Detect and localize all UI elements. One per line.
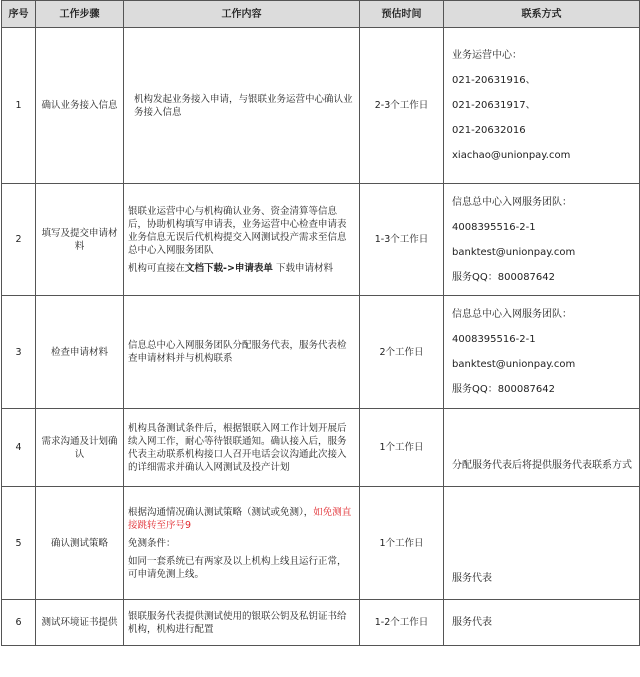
row-number: 5	[2, 487, 36, 600]
content-text: 信息总中心入网服务团队分配服务代表，服务代表检查申请材料并与机构联系	[128, 340, 347, 364]
table-row	[2, 487, 640, 600]
content-text: 机构发起业务接入申请，与银联业务运营中心确认业务接入信息	[134, 93, 353, 118]
col-header-content: 工作内容	[124, 1, 360, 28]
row-contact	[444, 296, 640, 409]
contact-line: 服务代表	[452, 573, 492, 584]
contact-line: 021-20631917、	[452, 100, 536, 111]
col-header-contact: 联系方式	[444, 1, 640, 28]
row-contact	[444, 487, 640, 600]
contact-line: 服务代表	[452, 617, 492, 628]
table-row	[2, 409, 640, 487]
row-step: 检查申请材料	[36, 296, 124, 409]
row-content	[124, 28, 360, 184]
strategy-text: 根据沟通情况确认测试策略（测试或免测），	[128, 506, 314, 518]
row-time: 1个工作日	[360, 487, 444, 600]
row-time: 2-3个工作日	[360, 28, 444, 184]
row-number: 2	[2, 184, 36, 296]
row-number: 3	[2, 296, 36, 409]
row-content	[124, 409, 360, 487]
row-number: 4	[2, 409, 36, 487]
content-text: 机构具备测试条件后，根据银联入网工作计划开展后续入网工作，耐心等待银联通知。确认接入后，服务代表主动联系机构接口人召开电话会议沟通此次接入的详细需求并确认入网测试及投产计划	[128, 422, 347, 473]
table-row	[2, 28, 640, 184]
note-bold-path: 文档下载->申请表单	[185, 262, 273, 274]
row-time: 1-3个工作日	[360, 184, 444, 296]
content-text	[128, 506, 355, 532]
row-step: 测试环境证书提供	[36, 600, 124, 646]
table-row	[2, 600, 640, 646]
row-step: 填写及提交申请材料	[36, 184, 124, 296]
table-row	[2, 296, 640, 409]
contact-line: 信息总中心入网服务团队：	[452, 309, 572, 320]
skip-note-red: 如免测直接跳转至序号9	[128, 506, 352, 531]
row-contact	[444, 600, 640, 646]
col-header-no: 序号	[2, 1, 36, 28]
content-note	[128, 262, 355, 275]
row-number: 1	[2, 28, 36, 184]
row-contact	[444, 28, 640, 184]
contact-line: 服务QQ：800087642	[452, 271, 556, 283]
col-header-step: 工作步骤	[36, 1, 124, 28]
row-time: 2个工作日	[360, 296, 444, 409]
contact-line: 021-20632016	[452, 125, 526, 136]
row-contact	[444, 184, 640, 296]
row-contact	[444, 409, 640, 487]
contact-line: 4008395516-2-1	[452, 334, 536, 345]
table-row	[2, 184, 640, 296]
row-number: 6	[2, 600, 36, 646]
contact-line: 信息总中心入网服务团队：	[452, 196, 572, 208]
row-step: 确认测试策略	[36, 487, 124, 600]
contact-email: xiachao@unionpay.com	[452, 150, 571, 161]
contact-line: 服务QQ：800087642	[452, 384, 556, 395]
content-text: 银联服务代表提供测试使用的银联公钥及私钥证书给机构，机构进行配置	[128, 610, 347, 635]
row-time: 1个工作日	[360, 409, 444, 487]
row-time: 1-2个工作日	[360, 600, 444, 646]
content-text: 免测条件：	[128, 537, 176, 549]
contact-line: 业务运营中心：	[452, 50, 522, 61]
row-content	[124, 296, 360, 409]
workflow-table	[1, 0, 640, 646]
col-header-time: 预估时间	[360, 1, 444, 28]
contact-line: 分配服务代表后将提供服务代表联系方式	[452, 460, 632, 471]
contact-email: banktest@unionpay.com	[452, 246, 576, 258]
row-content	[124, 184, 360, 296]
contact-line: 4008395516-2-1	[452, 221, 536, 233]
row-content	[124, 600, 360, 646]
header-row	[2, 1, 640, 28]
note-suffix: 下载申请材料	[272, 262, 333, 274]
contact-line: 021-20631916、	[452, 75, 536, 86]
content-text: 如同一套系统已有两家及以上机构上线且运行正常，可申请免测上线。	[128, 555, 347, 580]
content-text: 银联业运营中心与机构确认业务、资金清算等信息后，协助机构填写申请表，业务运营中心检查申请表业务信息无误后代机构提交入网测试投产需求至信息总中心入网服务团队	[128, 205, 347, 256]
row-step: 需求沟通及计划确认	[36, 409, 124, 487]
note-prefix: 机构可直接在	[128, 262, 186, 274]
contact-email: banktest@unionpay.com	[452, 359, 576, 370]
row-content	[124, 487, 360, 600]
row-step: 确认业务接入信息	[36, 28, 124, 184]
